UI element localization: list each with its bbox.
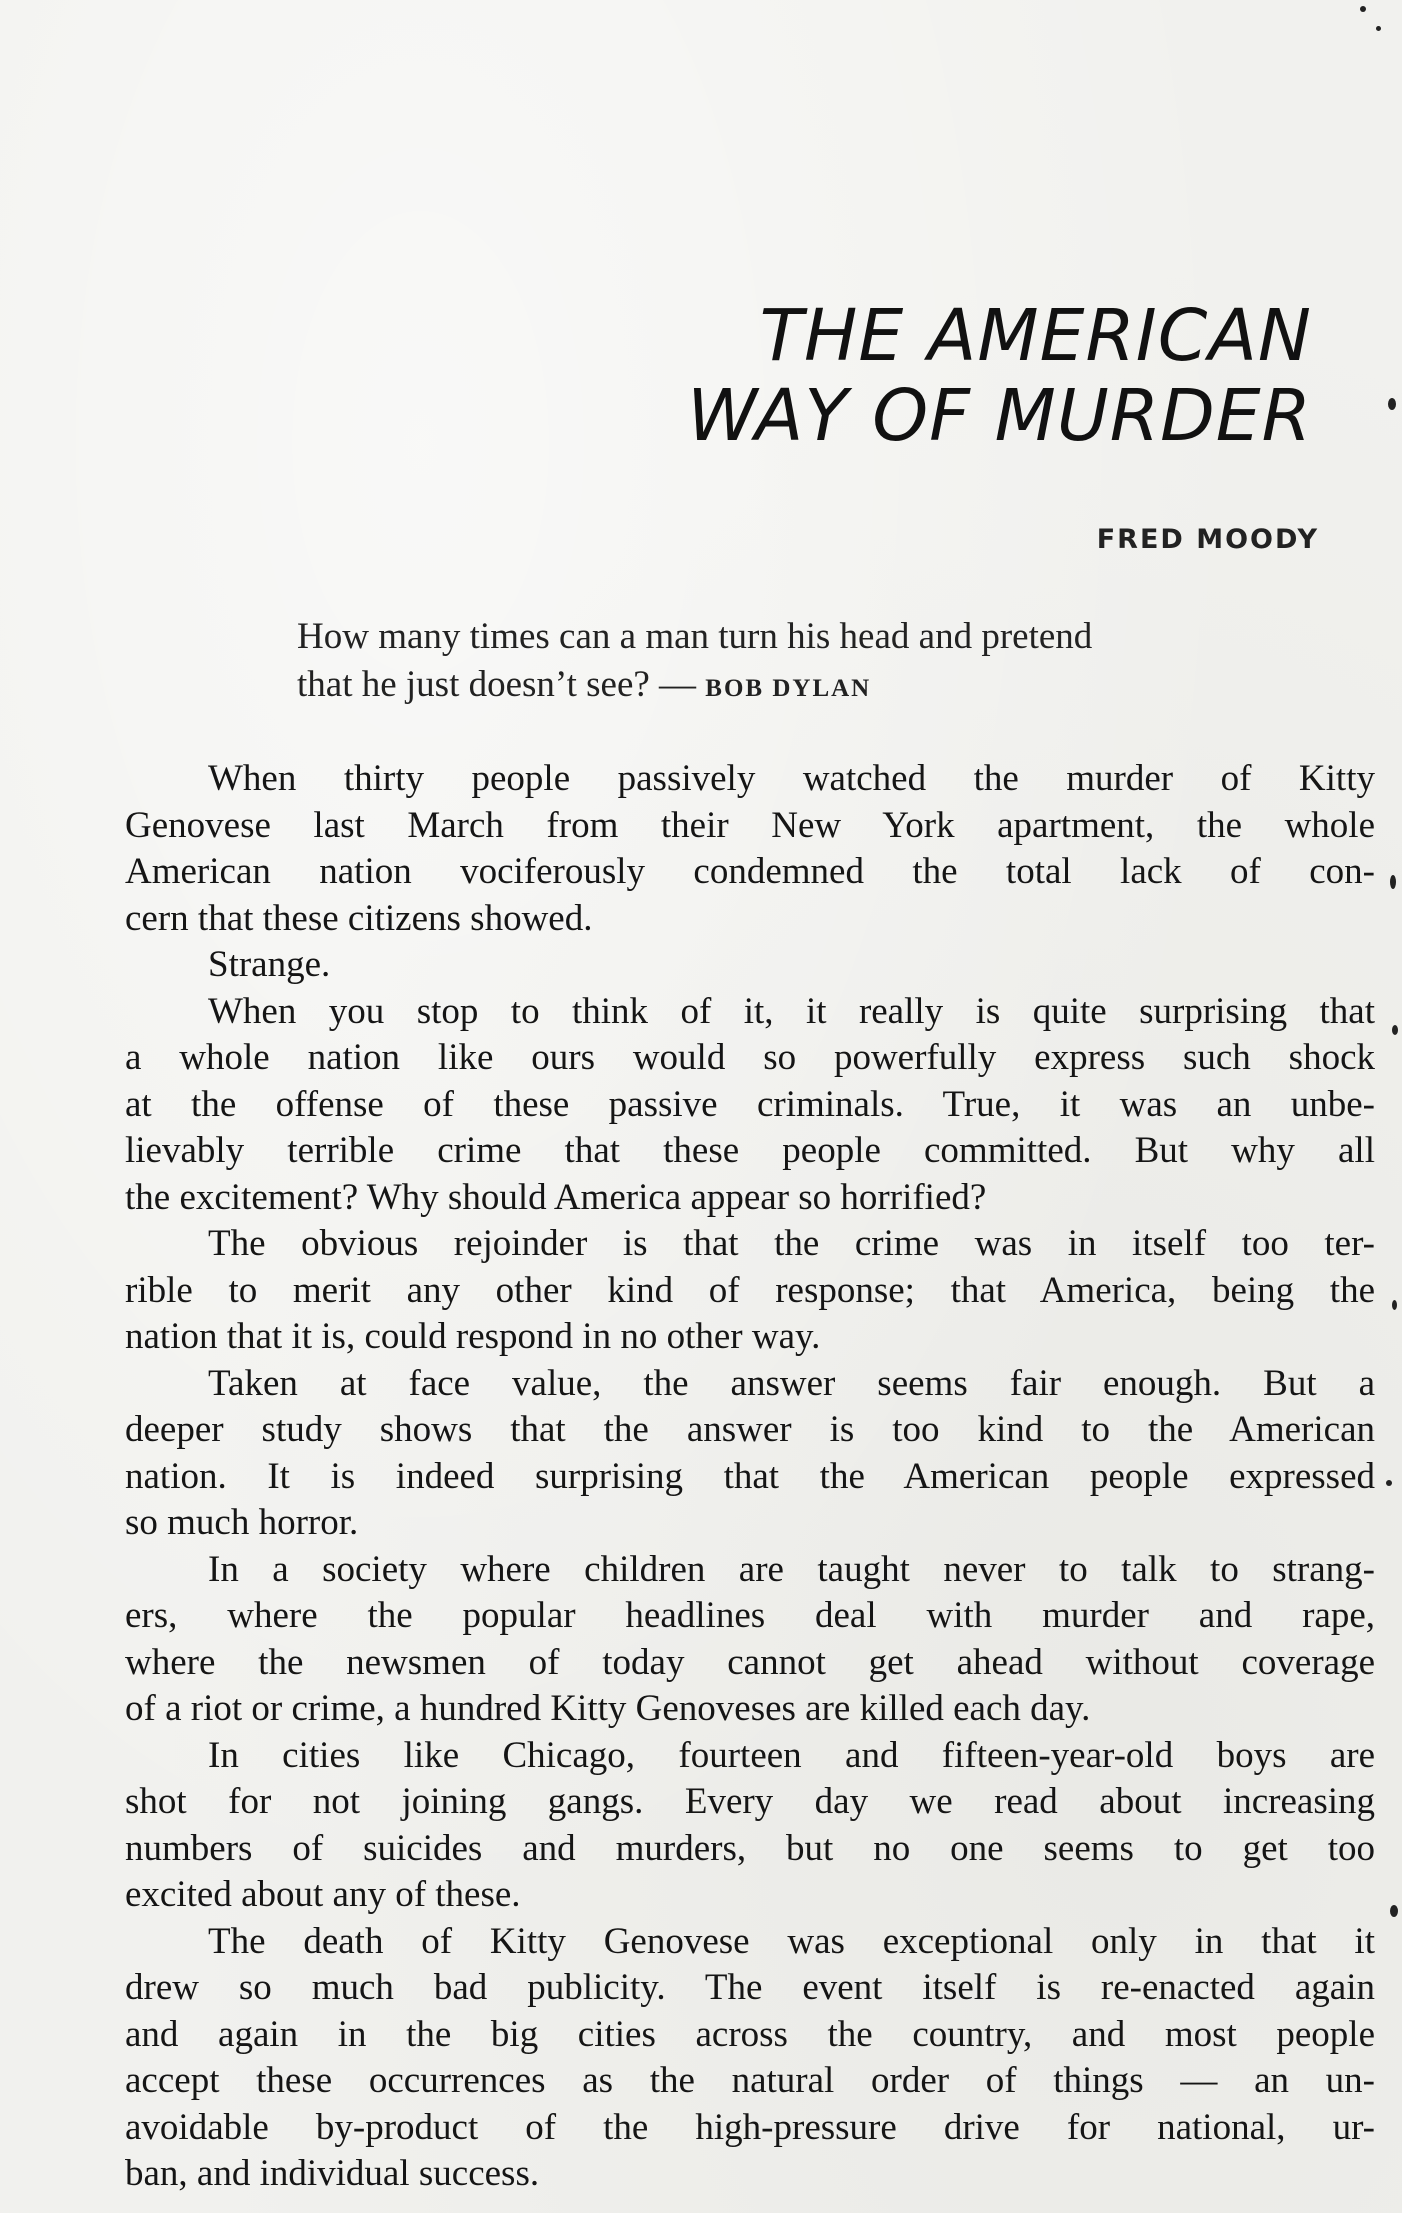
author-byline: FRED MOODY [1096,524,1319,555]
paragraph-line: shot for not joining gangs. Every day we read about increasing [125,1781,1375,1822]
article-body [125,756,1375,2198]
paragraph-line: ers, where the popular headlines deal with murder and rape, [125,1595,1375,1636]
edge-speck [1390,1905,1398,1917]
paragraph-line: In cities like Chicago, fourteen and fifteen-year-old boys are [208,1734,1375,1776]
paragraph-line: The death of Kitty Genovese was exceptional only in that it [208,1920,1375,1962]
paragraph [125,1221,1375,1361]
paragraph-line: Strange. [208,944,331,985]
epigraph-line-2 [297,661,1377,713]
paragraph [125,1919,1375,2198]
epigraph-line-1: How many times can a man turn his head and pretend [297,616,1093,657]
paragraph-line: so much horror. [125,1502,359,1543]
edge-speck [1360,6,1366,12]
paragraph-line: excited about any of these. [125,1874,521,1915]
title-line-1: THE AMERICAN [759,294,1312,377]
paragraph-line: Genovese last March from their New York apartment, the whole [125,804,1375,846]
paragraph-line: Taken at face value, the answer seems fair enough. But a [208,1362,1375,1404]
paragraph-line: avoidable by-product of the high-pressure drive for national, ur- [125,2106,1375,2148]
edge-speck [1392,1025,1398,1035]
paragraph-line: ban, and individual success. [125,2153,540,2194]
paragraph [125,1547,1375,1733]
paragraph-line: cern that these citizens showed. [125,897,593,939]
paragraph [125,1361,1375,1547]
epigraph [297,613,1377,713]
paragraph-line: and again in the big cities across the country, and most people [125,2013,1375,2055]
paragraph-line: a whole nation like ours would so powerfully express such shock [125,1037,1375,1078]
paragraph-line: accept these occurrences as the natural order of things — an un- [125,2060,1375,2101]
paragraph-line: the excitement? Why should America appear so horrified? [125,1176,987,1218]
paragraph [125,989,1375,1222]
paragraph-line: at the offense of these passive criminals. True, it was an unbe- [125,1083,1375,1125]
paragraph [125,756,1375,942]
paragraph-line: The obvious rejoinder is that the crime was in itself too ter- [208,1223,1375,1264]
paragraph-line: of a riot or crime, a hundred Kitty Genoveses are killed each day. [125,1688,1091,1729]
epigraph-line-2-text: that he just doesn’t see? — [297,664,697,705]
paragraph-line: where the newsmen of today cannot get ahead without coverage [125,1641,1375,1683]
edge-speck [1390,875,1396,889]
paragraph-line: American nation vociferously condemned the total lack of con- [125,851,1375,892]
paragraph-line: deeper study shows that the answer is too kind to the American [125,1409,1375,1450]
paragraph-line: In a society where children are taught never to talk to strang- [208,1548,1375,1590]
paragraph [125,942,1375,989]
edge-speck [1388,398,1396,410]
title-line-2: WAY OF MURDER [687,374,1312,457]
epigraph-source: BOB DYLAN [705,675,872,702]
paragraph-line: drew so much bad publicity. The event itself is re-enacted again [125,1967,1375,2008]
edge-speck [1376,26,1381,31]
edge-speck [1392,1300,1397,1310]
paragraph-line: lievably terrible crime that these people committed. But why all [125,1130,1375,1171]
article-title [687,296,1312,456]
edge-speck [1386,1480,1392,1486]
paragraph-line: When you stop to think of it, it really is quite surprising that [208,990,1375,1032]
paragraph-line: nation. It is indeed surprising that the American people expressed [125,1455,1375,1497]
paragraph [125,1733,1375,1919]
paragraph-line: rible to merit any other kind of response; that America, being the [125,1269,1375,1311]
paragraph-line: When thirty people passively watched the murder of Kitty [208,758,1375,799]
paragraph-line: nation that it is, could respond in no other way. [125,1316,821,1357]
paragraph-line: numbers of suicides and murders, but no one seems to get too [125,1827,1375,1869]
